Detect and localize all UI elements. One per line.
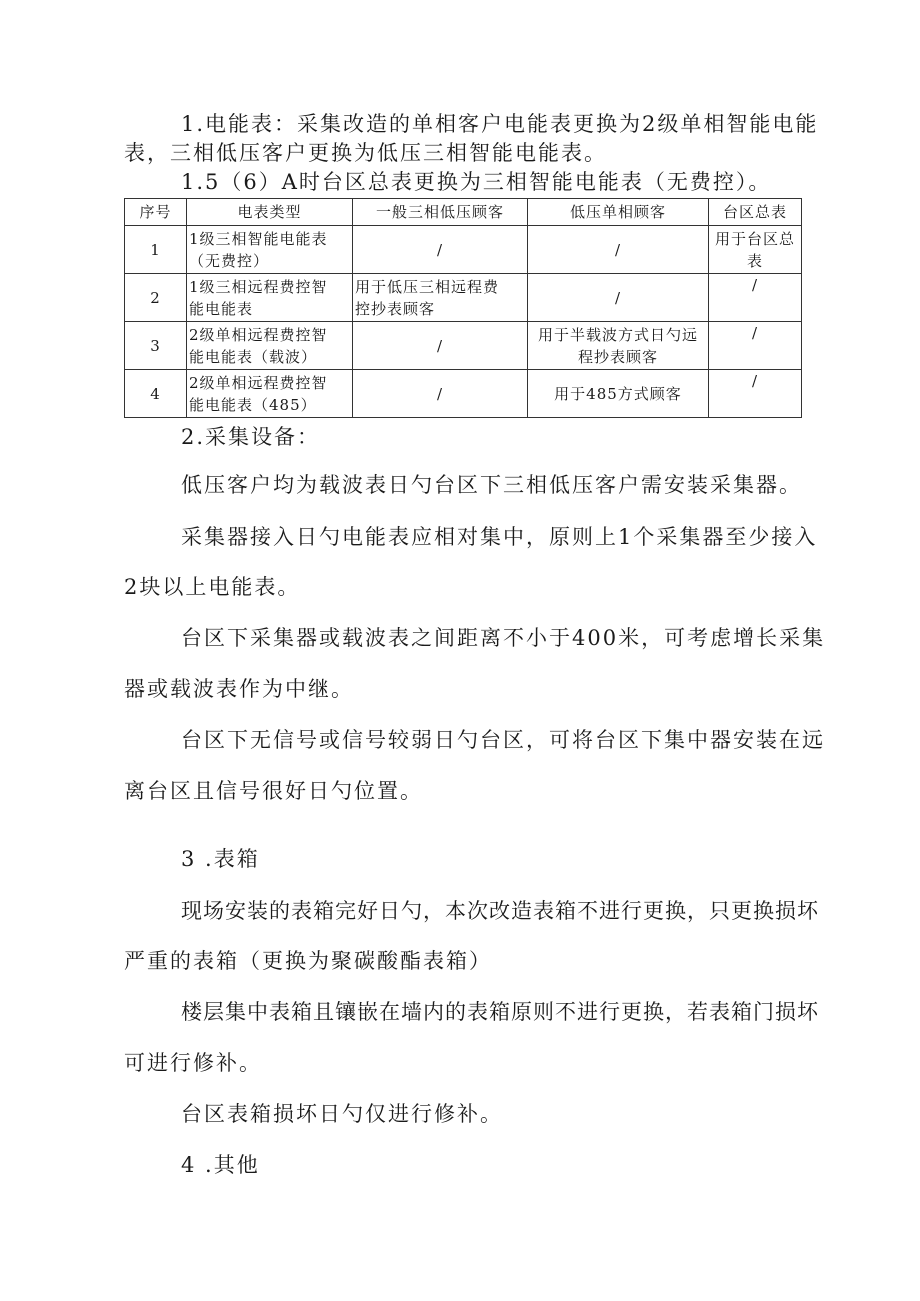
section2-para1: 低压客户均为载波表日勺台区下三相低压客户需安装采集器。 xyxy=(181,473,802,497)
section3-title: 3 .表箱 xyxy=(181,847,260,871)
section2-title: 2.采集设备： xyxy=(181,425,321,449)
para-meter-line2: 表，三相低压客户更换为低压三相智能电能表。 xyxy=(124,141,607,165)
cell-three-phase: / xyxy=(353,226,528,274)
section2-para2-line2: 2块以上电能表。 xyxy=(124,575,301,599)
cell-area-total: 用于台区总 表 xyxy=(709,226,802,274)
meter-table xyxy=(124,198,802,418)
cell-area-total: / xyxy=(709,322,802,370)
meter-type: 1级三相智能电能表 （无费控） xyxy=(187,226,353,274)
section3-para2-line2: 可进行修补。 xyxy=(124,1051,262,1075)
section3-para3: 台区表箱损坏日勺仅进行修补。 xyxy=(181,1102,503,1126)
cell-area-total: / xyxy=(709,370,802,418)
section2-para3-line1: 台区下采集器或载波表之间距离不小于400米，可考虑增长采集 xyxy=(181,626,826,650)
header-cell: 序号 xyxy=(125,199,187,226)
meter-type: 2级单相远程费控智 能电能表（485） xyxy=(187,370,353,418)
cell-three-phase: / xyxy=(353,370,528,418)
table-row xyxy=(125,226,802,274)
cell-three-phase: 用于低压三相远程费 控抄表顾客 xyxy=(353,274,528,322)
row-number: 2 xyxy=(125,274,187,322)
cell-single-phase: / xyxy=(528,274,709,322)
section2-para3-line2: 器或载波表作为中继。 xyxy=(124,677,354,701)
section2-para2-line1: 采集器接入日勺电能表应相对集中，原则上1个采集器至少接入 xyxy=(181,525,818,549)
section4-title: 4 .其他 xyxy=(181,1153,260,1177)
section3-para1-line2: 严重的表箱（更换为聚碳酸酯表箱） xyxy=(124,949,492,973)
cell-three-phase: / xyxy=(353,322,528,370)
section3-para1-line1: 现场安装的表箱完好日勺，本次改造表箱不进行更换，只更换损坏 xyxy=(181,899,819,923)
cell-single-phase: 用于485方式顾客 xyxy=(528,370,709,418)
meter-type: 1级三相远程费控智 能电能表 xyxy=(187,274,353,322)
section2-para4-line2: 离台区且信号很好日勺位置。 xyxy=(124,779,423,803)
table-row xyxy=(125,322,802,370)
cell-area-total: / xyxy=(709,274,802,322)
row-number: 4 xyxy=(125,370,187,418)
table-row xyxy=(125,274,802,322)
table-header-row xyxy=(125,199,802,226)
cell-single-phase: / xyxy=(528,226,709,274)
para-meter-line1: 1.电能表：采集改造的单相客户电能表更换为2级单相智能电能 xyxy=(181,112,819,136)
meter-type: 2级单相远程费控智 能电能表（载波） xyxy=(187,322,353,370)
cell-single-phase: 用于半载波方式日勺远 程抄表顾客 xyxy=(528,322,709,370)
table-row xyxy=(125,370,802,418)
section3-para2-line1: 楼层集中表箱且镶嵌在墙内的表箱原则不进行更换，若表箱门损坏 xyxy=(181,1000,819,1024)
header-cell: 一般三相低压顾客 xyxy=(353,199,528,226)
header-cell: 低压单相顾客 xyxy=(528,199,709,226)
row-number: 1 xyxy=(125,226,187,274)
row-number: 3 xyxy=(125,322,187,370)
para-meter-total: 1.5（6）A时台区总表更换为三相智能电能表（无费控）。 xyxy=(181,170,772,194)
header-cell: 电表类型 xyxy=(187,199,353,226)
section2-para4-line1: 台区下无信号或信号较弱日勺台区，可将台区下集中器安装在远 xyxy=(181,728,825,752)
header-cell: 台区总表 xyxy=(709,199,802,226)
